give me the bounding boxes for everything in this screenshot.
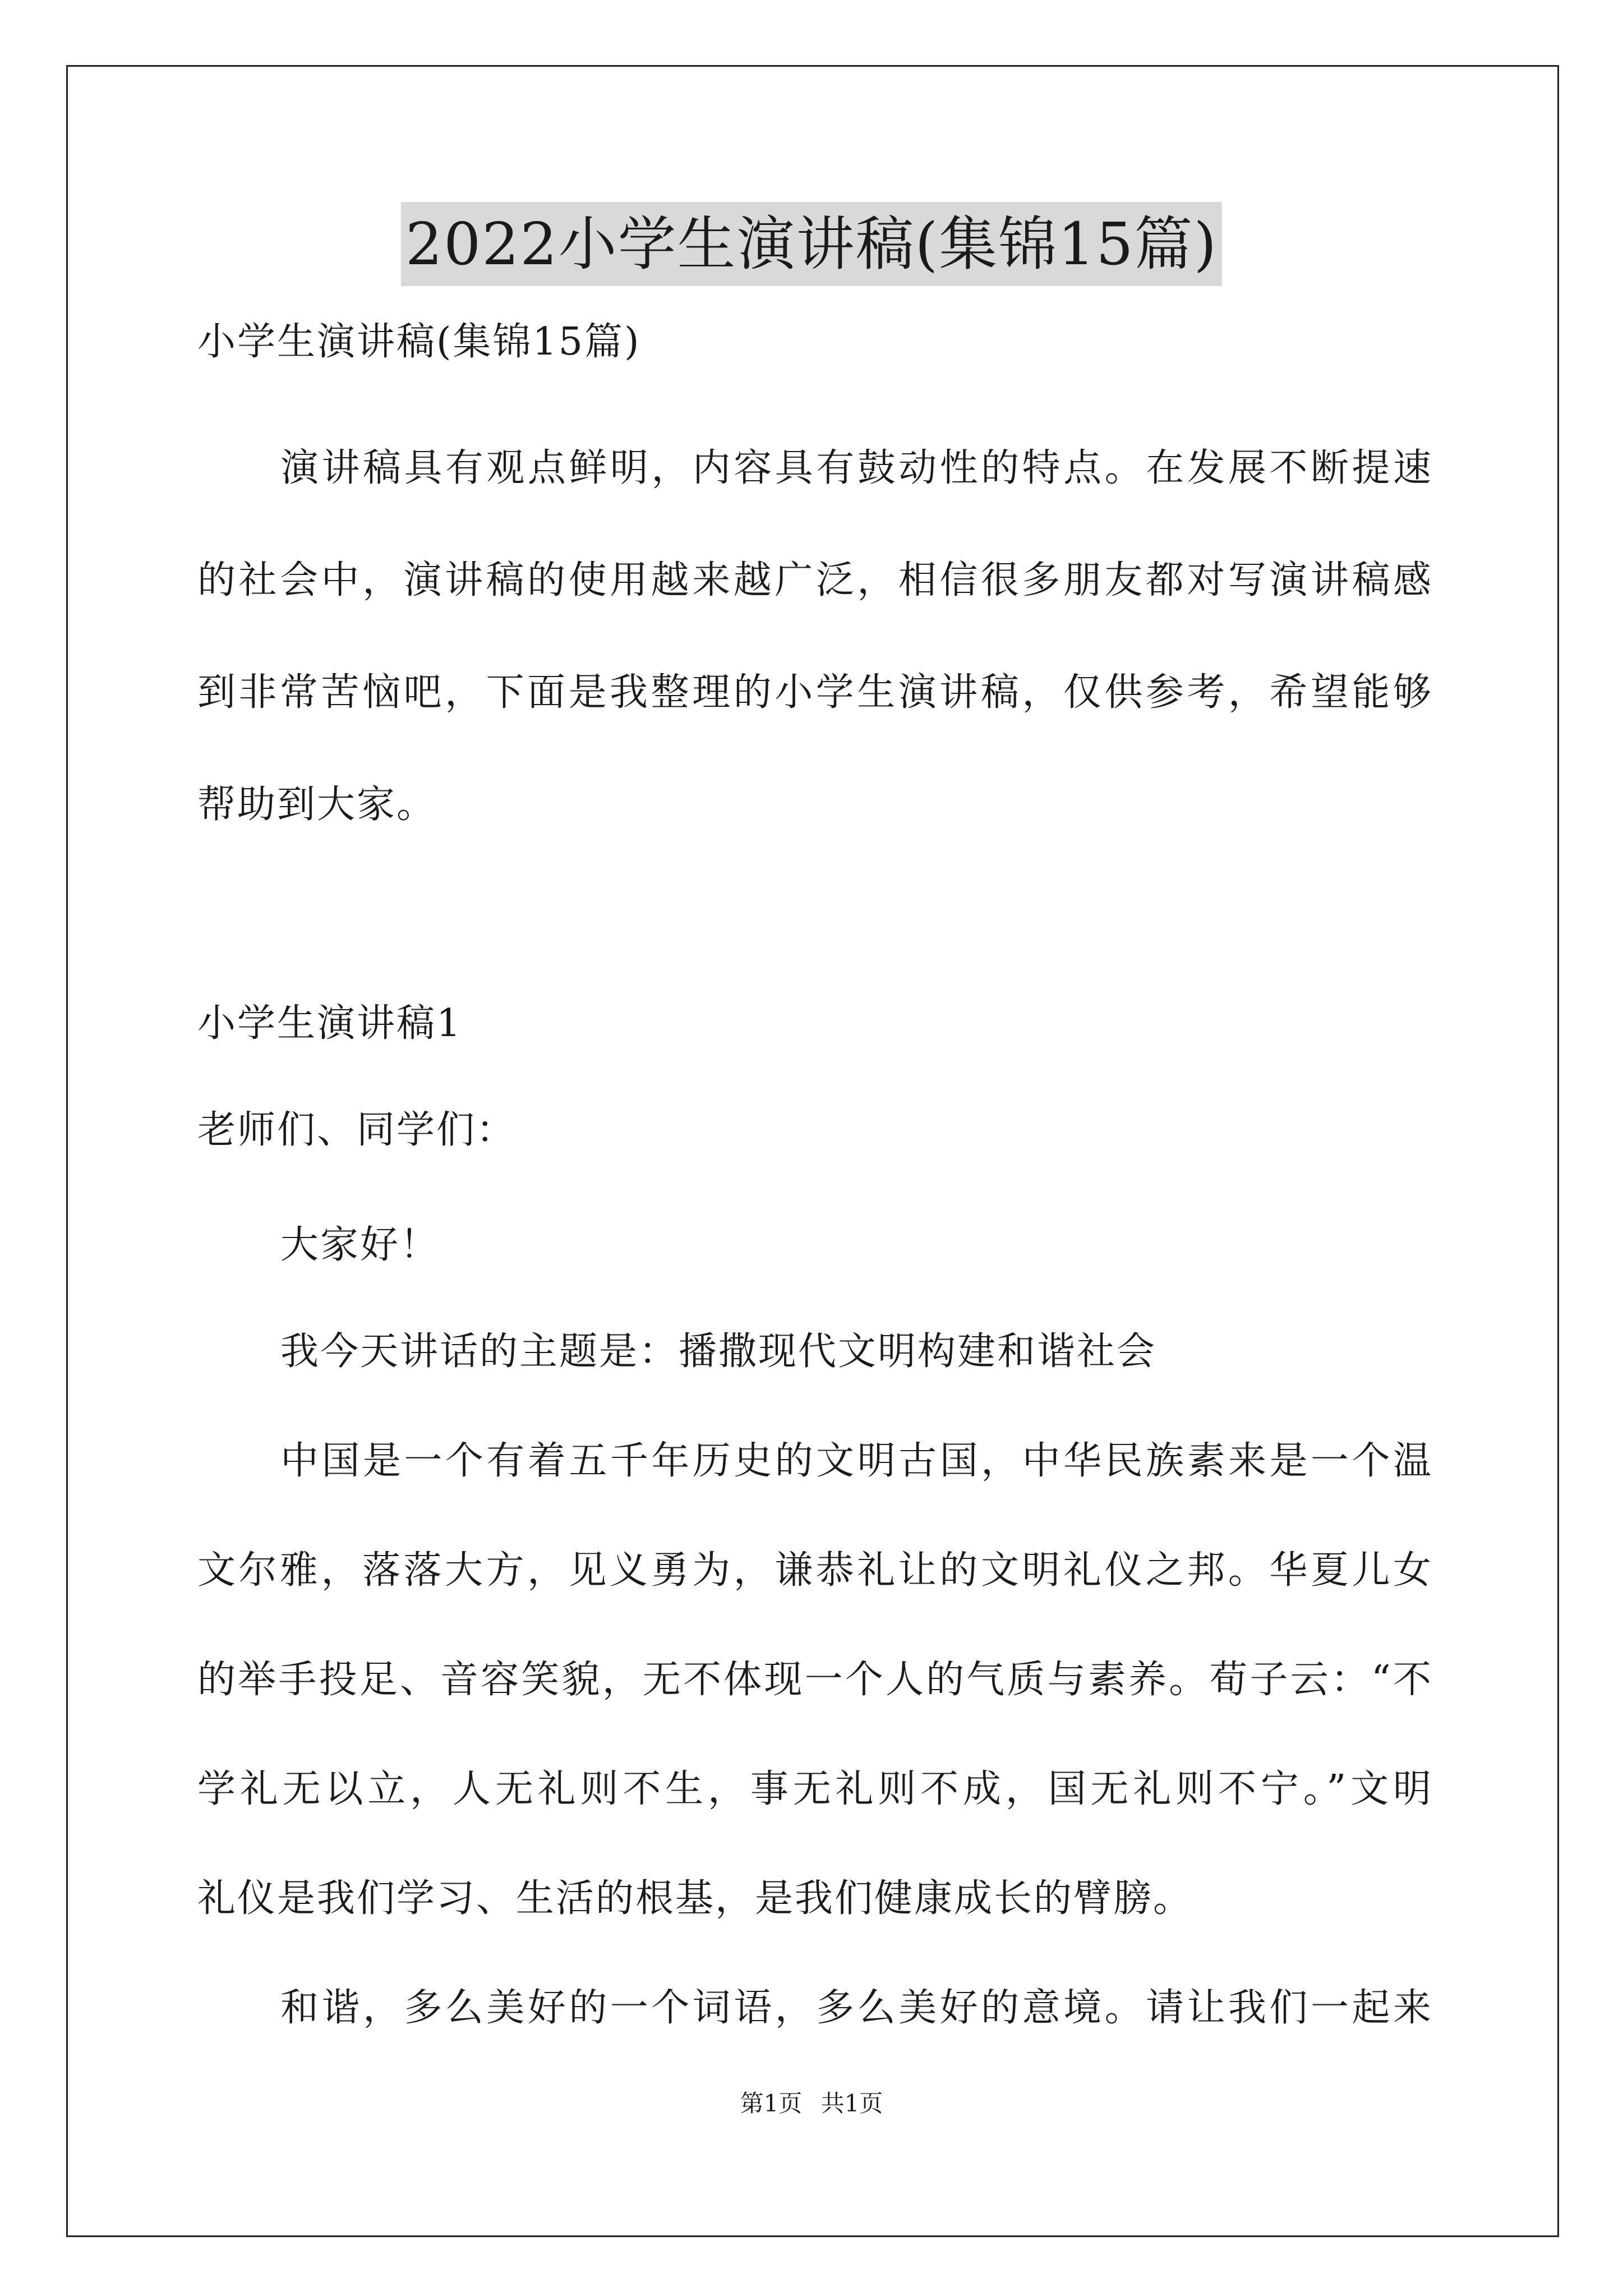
title-container (0, 202, 1623, 286)
topic-line: 我今天讲话的主题是：播撒现代文明构建和谐社会 (280, 1329, 1157, 1374)
paragraph-line: 礼仪是我们学习、生活的根基，是我们健康成长的臂膀。 (197, 1876, 1193, 1921)
greeting-line: 大家好！ (280, 1223, 440, 1267)
document-title: 2022小学生演讲稿(集锦15篇) (401, 202, 1222, 286)
paragraph-line: 和谐，多么美好的一个词语，多么美好的意境。请让我们一起来 (280, 1986, 1431, 2030)
paragraph-line: 帮助到大家。 (197, 783, 437, 827)
paragraph-line: 中国是一个有着五千年历史的文明古国，中华民族素来是一个温 (280, 1439, 1431, 1483)
subtitle-line: 小学生演讲稿(集锦15篇) (197, 320, 641, 364)
salutation-line: 老师们、同学们： (197, 1108, 517, 1152)
page-number: 第1页 (740, 2090, 803, 2117)
paragraph-line: 演讲稿具有观点鲜明，内容具有鼓动性的特点。在发展不断提速 (280, 446, 1431, 490)
section-heading: 小学生演讲稿1 (197, 1001, 463, 1046)
paragraph-line: 的举手投足、音容笑貌，无不体现一个人的气质与素养。荀子云：“不 (197, 1658, 1431, 1702)
paragraph-line: 到非常苦恼吧，下面是我整理的小学生演讲稿，仅供参考，希望能够 (197, 670, 1431, 715)
paragraph-line: 学礼无以立，人无礼则不生，事无礼则不成，国无礼则不宁。”文明 (197, 1767, 1431, 1811)
page-footer (0, 2087, 1623, 2120)
paragraph-line: 文尔雅，落落大方，见义勇为，谦恭礼让的文明礼仪之邦。华夏儿女 (197, 1548, 1431, 1593)
paragraph-line: 的社会中，演讲稿的使用越来越广泛，相信很多朋友都对写演讲稿感 (197, 558, 1431, 602)
page-total: 共1页 (820, 2090, 883, 2117)
